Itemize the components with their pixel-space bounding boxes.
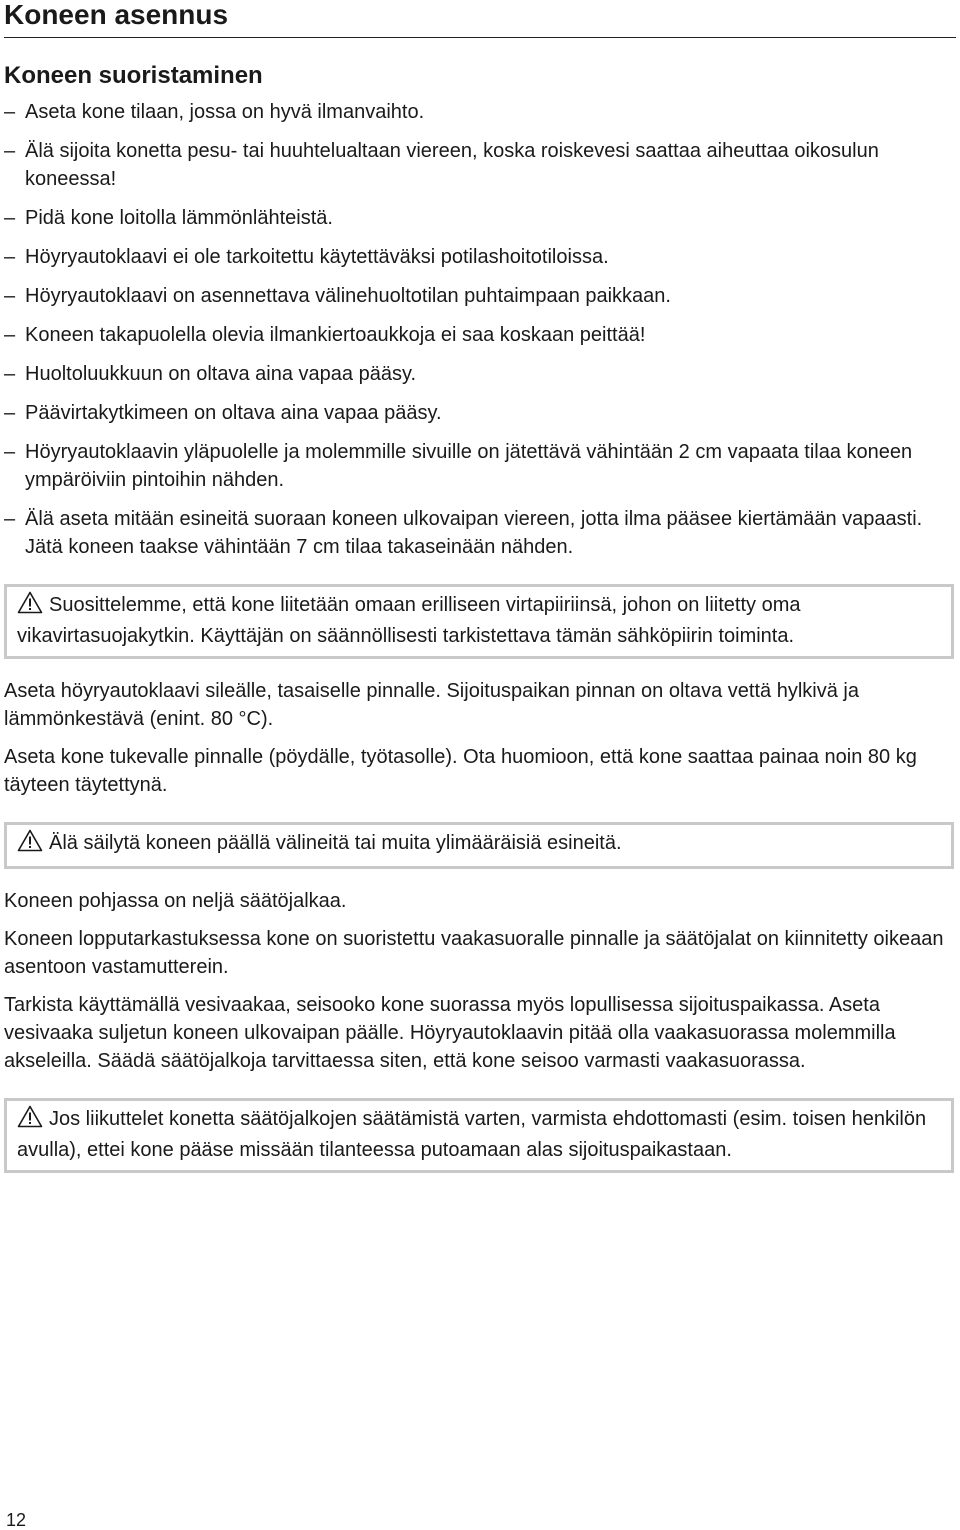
paragraph: Aseta höyryautoklaavi sileälle, tasaiselle pinnalle. Sijoituspaikan pinnan on oltava vettä hylkivä ja lämmönkestävä (enint. 80 °C). — [4, 680, 859, 730]
list-item: – Höyryautoklaavi on asennettava välinehuoltotilan puhtaimpaan paikkaan. — [4, 282, 954, 310]
warning-text: Suosittelemme, että kone liitetään omaan erilliseen virtapiiriinsä, johon on liitetty oma vikavirtasuojakytkin. Käyttäjän on säännöllisesti tarkistettava tämän sähköpiirin toiminta. — [17, 594, 801, 647]
page-title: Koneen asennus — [4, 0, 229, 30]
list-item: – Koneen takapuolella olevia ilmankiertoaukkoja ei saa koskaan peittää! — [4, 321, 954, 349]
paragraph: Koneen pohjassa on neljä säätöjalkaa. — [4, 890, 347, 912]
list-item: – Höyryautoklaavi ei ole tarkoitettu käytettäväksi potilashoitotiloissa. — [4, 243, 954, 271]
warning-box — [4, 584, 954, 659]
list-item: – Älä aseta mitään esineitä suoraan koneen ulkovaipan viereen, jotta ilma pääsee kiertämään vapaasti. Jätä koneen taakse vähintään 7 cm tilaa takaseinään nähden. — [4, 505, 954, 561]
warning-triangle-icon — [17, 1105, 43, 1136]
list-item: – Älä sijoita konetta pesu- tai huuhtelualtaan viereen, koska roiskevesi saattaa aiheuttaa oikosulun koneessa! — [4, 137, 954, 193]
section-title: Koneen suoristaminen — [4, 62, 263, 89]
warning-triangle-icon — [17, 591, 43, 622]
instruction-list — [4, 98, 954, 561]
warning-triangle-icon — [17, 829, 43, 860]
list-item: – Höyryautoklaavin yläpuolelle ja molemmille sivuille on jätettävä vähintään 2 cm vapaata tilaa koneen ympäröiviin pintoihin nähden. — [4, 438, 954, 494]
paragraph: Aseta kone tukevalle pinnalle (pöydälle, työtasolle). Ota huomioon, että kone saattaa painaa noin 80 kg täyteen täytettynä. — [4, 746, 917, 796]
paragraph: Tarkista käyttämällä vesivaakaa, seisooko kone suorassa myös lopullisessa sijoituspaikassa. Aseta vesivaaka suljetun koneen ulkovaipan päälle. Höyryautoklaavin pitää olla vaakasuorassa molemmilla akseleilla. Säädä säätöjalkoja tarvittaessa siten, että kone seisoo varmasti vaakasuorassa. — [4, 994, 896, 1072]
warning-box — [4, 822, 954, 869]
list-item: – Päävirtakytkimeen on oltava aina vapaa pääsy. — [4, 399, 954, 427]
warning-box — [4, 1098, 954, 1173]
list-item: – Pidä kone loitolla lämmönlähteistä. — [4, 204, 954, 232]
list-item: – Aseta kone tilaan, jossa on hyvä ilmanvaihto. — [4, 98, 954, 126]
list-item: – Huoltoluukkuun on oltava aina vapaa pääsy. — [4, 360, 954, 388]
warning-text: Älä säilytä koneen päällä välineitä tai muita ylimääräisiä esineitä. — [49, 832, 622, 854]
title-divider — [4, 37, 956, 38]
page-number: 12 — [6, 1510, 27, 1530]
paragraph: Koneen lopputarkastuksessa kone on suoristettu vaakasuoralle pinnalle ja säätöjalat on kiinnitetty oikeaan asentoon vastamutterein. — [4, 928, 944, 978]
main-content — [4, 60, 954, 1191]
warning-text: Jos liikuttelet konetta säätöjalkojen säätämistä varten, varmista ehdottomasti (esim. toisen henkilön avulla), ettei kone pääse missään tilanteessa putoamaan alas sijoituspaikastaan. — [17, 1108, 927, 1161]
